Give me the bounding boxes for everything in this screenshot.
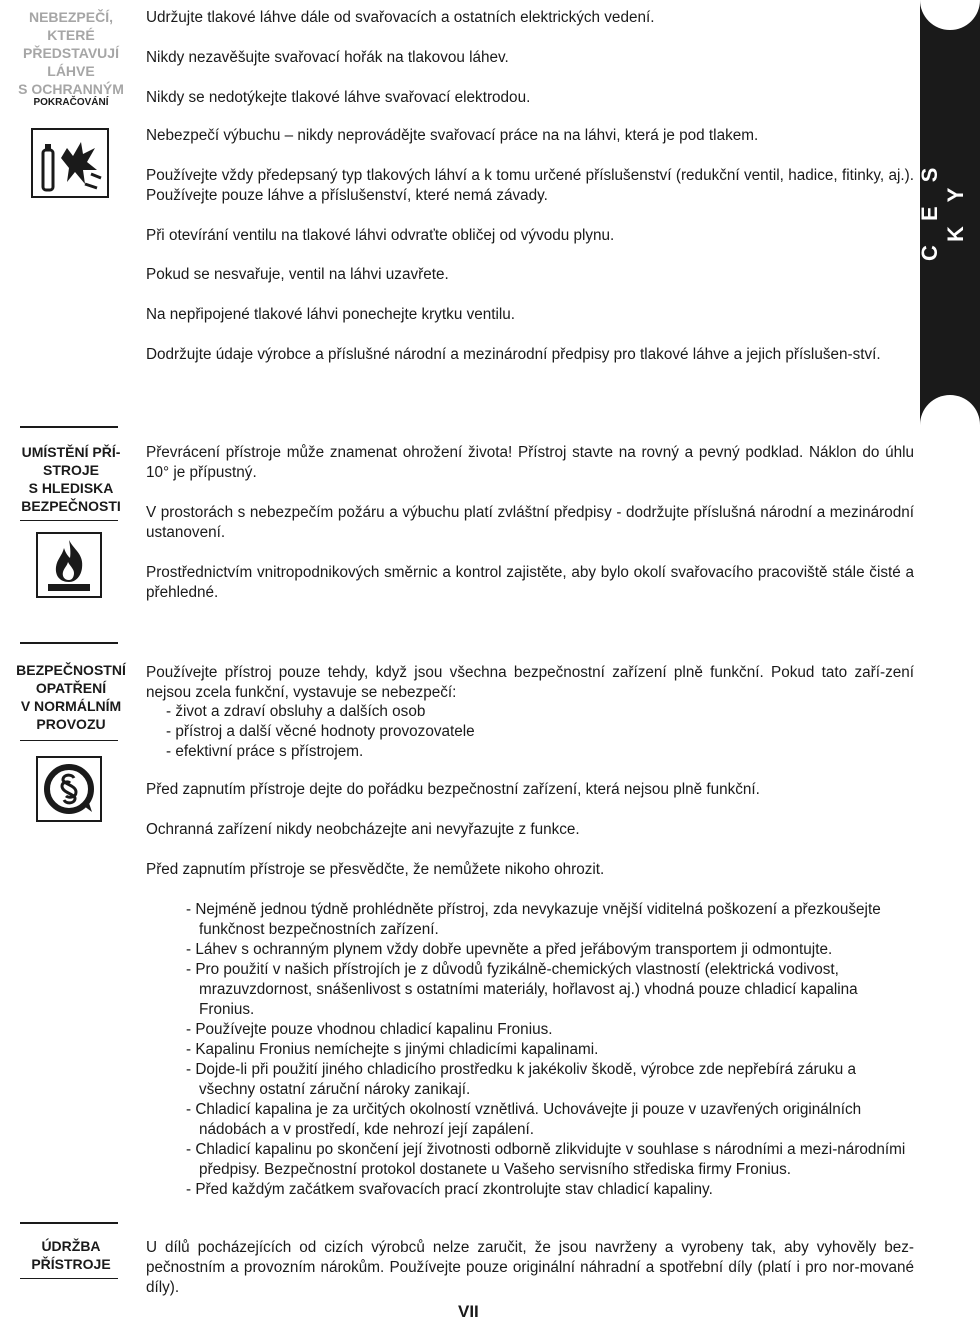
paragraph: Udržujte tlakové láhve dále od svařovacích a ostatních elektrických vedení. — [146, 9, 655, 26]
paragraph: U dílů pocházejících od cizích výrobců nelze zaručit, že jsou navrženy a vyrobeny tak, aby vyhověly bez-pečnostním a provozním nárokům. Používejte pouze originální náhradní a spotřební díly (platí i pro nor-mované díly). — [146, 1239, 914, 1296]
paragraph: Prostřednictvím vnitropodnikových směrnic a kontrol zajistěte, aby bylo okolí svařovacího pracoviště stále čisté a přehledné. — [146, 564, 914, 601]
paragraph-regulation-icon — [36, 756, 102, 827]
list-item: - Nejméně jednou týdně prohlédněte přístroj, zda nevykazuje vnější viditelná poškození a přezkoušejte funkčnost bezpečnostních zařízení. — [186, 901, 881, 938]
heading-line: OPATŘENÍ — [35, 680, 107, 696]
heading-line: S HLEDISKA — [28, 480, 114, 496]
list-item: - Láhev s ochranným plynem vždy dobře upevněte a před jeřábovým transportem ji odmontujte. — [186, 941, 833, 958]
paragraph: Dodržujte údaje výrobce a příslušné národní a mezinárodní předpisy pro tlakové láhve a jejich příslušen-ství. — [146, 346, 881, 363]
side-tab-bottom-cap — [920, 395, 980, 455]
paragraph: Převrácení přístroje může znamenat ohrožení života! Přístroj stavte na rovný a pevný podklad. Náklon do úhlu 10° je přípustný. — [146, 444, 914, 481]
gas-cylinder-explosion-icon — [31, 128, 109, 203]
section-heading-safety-measures — [4, 661, 138, 733]
paragraph: Na nepřipojené tlakové láhvi ponechejte krytku ventilu. — [146, 306, 516, 323]
section-rule — [20, 740, 118, 741]
section-heading-gas-cylinders — [4, 8, 138, 108]
paragraph: Před zapnutím přístroje se přesvědčte, že nemůžete nikoho ohrozit. — [146, 861, 605, 878]
section-rule — [20, 1278, 118, 1279]
paragraph: Pokud se nesvařuje, ventil na láhvi uzavřete. — [146, 266, 449, 283]
paragraph: Nebezpečí výbuchu – nikdy neprovádějte svařovací práce na na láhvi, která je pod tlakem. — [146, 127, 759, 144]
section-rule — [20, 426, 118, 428]
section-heading-maintenance — [4, 1237, 138, 1273]
heading-line: V NORMÁLNÍM — [20, 698, 122, 714]
section-rule — [20, 520, 118, 521]
page-number: VII — [458, 1302, 479, 1321]
paragraph: Nikdy nezavěšujte svařovací hořák na tlakovou láhev. — [146, 49, 509, 66]
paragraph: V prostorách s nebezpečím požáru a výbuchu platí zvláštní předpisy - dodržujte příslušná národní a mezinárodní ustanovení. — [146, 504, 914, 541]
section-rule — [20, 642, 118, 644]
heading-line: STROJE — [42, 462, 99, 478]
section-heading-placement — [4, 443, 138, 515]
language-label: Č E S K Y — [917, 158, 968, 262]
list-item: - Před každým začátkem svařovacích prací zkontrolujte stav chladicí kapaliny. — [186, 1181, 713, 1198]
list-item: - přístroj a další věcné hodnoty provozovatele — [166, 723, 475, 740]
list-item: - Používejte pouze vhodnou chladicí kapalinu Fronius. — [186, 1021, 553, 1038]
section-rule — [20, 1222, 118, 1224]
paragraph: Používejte přístroj pouze tehdy, když jsou všechna bezpečnostní zařízení plně funkční. Pokud tato zaří-zení nejsou zcela funkční, vystavuje se nebezpečí: — [146, 664, 914, 701]
paragraph: Před zapnutím přístroje dejte do pořádku bezpečnostní zařízení, která nejsou plně funkční. — [146, 781, 760, 798]
list-item: - život a zdraví obsluhy a dalších osob — [166, 703, 426, 720]
paragraph: Ochranná zařízení nikdy neobcházejte ani nevyřazujte z funkce. — [146, 821, 580, 838]
heading-line: PŘEDSTAVUJÍ — [23, 45, 119, 61]
list-item: - Dojde-li při použití jiného chladicího prostředku k jakékoliv škodě, výrobce zde nepřebírá záruku a všechny ostatní záruční nároky zanikají. — [186, 1061, 857, 1098]
flammable-fire-icon — [36, 532, 102, 603]
heading-line: NEBEZPEČÍ, KTERÉ — [28, 9, 113, 43]
list-item: - efektivní práce s přístrojem. — [166, 743, 364, 760]
heading-line: BEZPEČNOSTI — [21, 498, 121, 514]
danger-list — [146, 702, 906, 762]
paragraph: Používejte vždy předepsaný typ tlakových láhví a k tomu určené příslušenství (redukční ventil, hadice, fitinky, aj.). Používejte pouze láhve a příslušenství, které nemá závady. — [146, 167, 914, 204]
list-item: - Chladicí kapalinu po skončení její životnosti odborně zlikvidujte v souhlase s národními a mezi-národními předpisy. Bezpečnostní protokol dostanete u Vašeho servisního střediska firmy Fronius. — [186, 1141, 906, 1178]
heading-line: S OCHRANNÝM — [18, 81, 124, 97]
heading-line: BEZPEČNOSTNÍ — [16, 662, 126, 678]
heading-line: ÚDRŽBA — [41, 1238, 101, 1254]
paragraph: Při otevírání ventilu na tlakové láhvi odvraťte obličej od vývodu plynu. — [146, 227, 615, 244]
heading-line: PROVOZU — [36, 716, 106, 732]
paragraph: Nikdy se nedotýkejte tlakové láhve svařovací elektrodou. — [146, 89, 531, 106]
list-item: - Kapalinu Fronius nemíchejte s jinými chladicími kapalinami. — [186, 1041, 599, 1058]
heading-continued-label: POKRAČOVÁNÍ — [33, 97, 109, 108]
safety-checklist — [166, 900, 906, 1200]
heading-line: LÁHVE — [47, 63, 95, 79]
heading-line: PŘÍSTROJE — [31, 1256, 111, 1272]
list-item: - Pro použití v našich přístrojích je z důvodů fyzikálně-chemických vlastností (elektrická vodivost, mrazuvzdornost, snášenlivost s ostatními materiály, hořlavost aj.) vhodná pouze chladicí kapalina Fronius. — [186, 961, 858, 1018]
list-item: - Chladicí kapalina je za určitých okolností vznětlivá. Uchovávejte ji pouze v uzavřených originálních nádobách a v prostředí, kde nehrozí její zapálení. — [186, 1101, 862, 1138]
side-tab-top-cap — [920, 0, 980, 30]
heading-line: UMÍSTĚNÍ PŘÍ- — [21, 444, 121, 460]
